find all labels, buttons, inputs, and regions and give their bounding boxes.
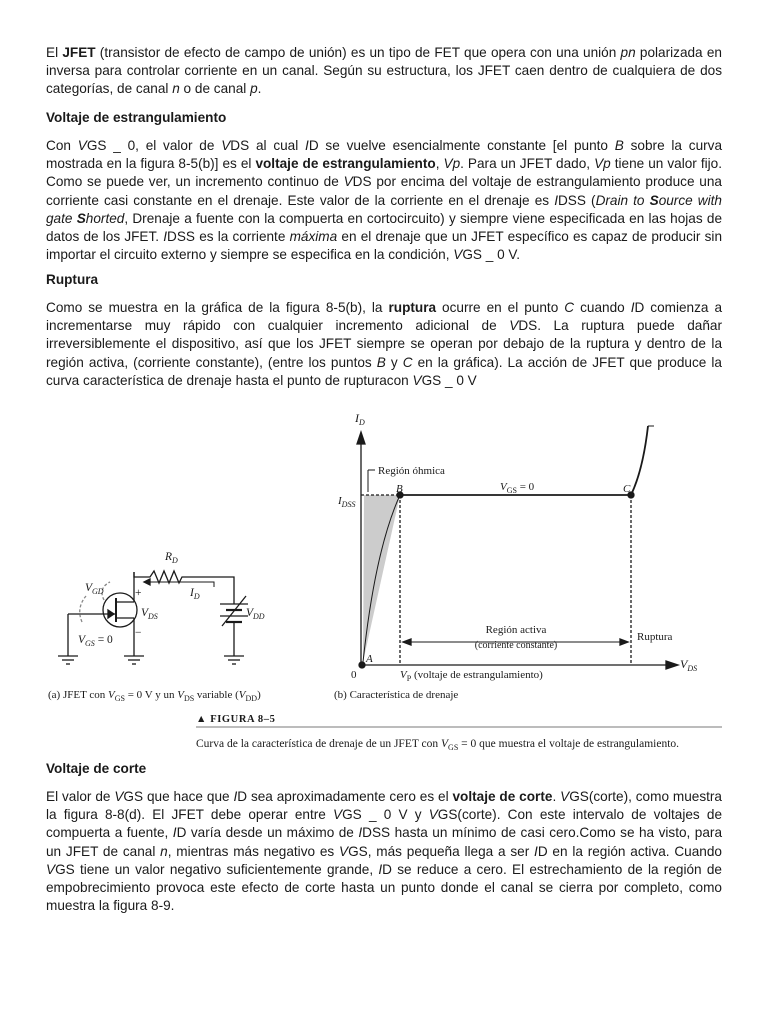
caption-a: (a) JFET con $V_{GS} = 0$ V y un $V_{DS}$ variable $(V_{DD})$: [48, 689, 261, 703]
heading-cutoff: Voltaje de corte: [46, 761, 147, 776]
breakdown-curve: [631, 426, 648, 495]
point-a-label: A: [366, 653, 373, 665]
point-a-marker: [359, 662, 365, 668]
figure-label: ▲ FIGURA 8–5: [196, 714, 276, 725]
plus-sign: +: [135, 587, 142, 599]
ground-symbol-3: [224, 656, 244, 664]
graph-labels: [334, 411, 697, 701]
ohmic-region-label: Región óhmica: [378, 465, 445, 477]
ground-symbol-2: [124, 656, 144, 664]
ohmic-region-fill: [363, 495, 400, 662]
breakdown-paragraph: Como se muestra en la gráfica de la figura 8-5(b), la ruptura ocurre en el punto C cuando ID comienza a incrementarse muy rápido con cualquier incremento adicional de VDS. La ruptura puede dañar irreversiblemente el dispositivo, así que los JFET siempre se operan por debajo de la ruptura y dentro de la región activa, (corriente constante), (entre los puntos B y C en la gráfica). La acción de JFET que produce la curva característica de drenaje hasta el punto de rupturacon VGS _ 0 V: [46, 300, 723, 388]
id-label: $I_D$: [190, 587, 200, 601]
cutoff-paragraph: El valor de VGS que hace que ID sea aproximadamente cero es el voltaje de corte. VGS(corte), como muestra la figura 8-8(d). El JFET debe operar entre VGS _ 0 V y VGS(corte). Con este intervalo de voltajes de compuerta a fuente, ID varía desde un máximo de IDSS hasta un mínimo de casi cero.Como se ha visto, para un JFET de canal n, mientras más negativo es VGS, más pequeña llega a ser ID en la región activa. Cuando VGS tiene un valor negativo suficientemente grande, ID se reduce a cero. El estrechamiento de la región de empobrecimiento provoca este efecto de corte hasta un punto donde el canal se cierra por completo, como muestra la figura 8-9.: [46, 789, 723, 914]
point-c-label: C: [623, 483, 631, 495]
figure-8-5: [0, 400, 768, 760]
heading-breakdown: Ruptura: [46, 272, 99, 287]
rd-label: $R_D$: [165, 551, 178, 565]
origin-label: 0: [351, 669, 357, 681]
idss-label: $I_{DSS}$: [338, 495, 356, 509]
pinch-off-paragraph: Con VGS _ 0, el valor de VDS al cual ID se vuelve esencialmente constante [el punto B sobre la curva mostrada en la figura 8-5(b)] es el voltaje de estrangulamiento, Vp. Para un JFET dado, Vp tiene un valor fijo. Como se puede ver, un incremento continuo de VDS por encima del voltaje de estrangulamiento produce una corriente casi constante en el drenaje. Este valor de la corriente en el drenaje es IDSS (Drain to Source with gate Shorted, Drenaje a fuente con la compuerta en cortocircuito) y siempre viene especificada en las hojas de datos de los JFET. IDSS es la corriente máxima en el drenaje que un JFET específico es capaz de producir sin importar el circuito externo y siempre se especifica en la condición, VGS _ 0 V.: [46, 138, 723, 263]
vgd-label: $V_{GD}$: [85, 582, 104, 596]
caption-b: (b) Característica de drenaje: [334, 689, 459, 701]
figure-caption: Curva de la característica de drenaje de un JFET con $V_{GS} = 0$ que muestra el voltaje de estrangulamiento.: [196, 738, 680, 752]
intro-paragraph: El JFET (transistor de efecto de campo de unión) es un tipo de FET que opera con una unión pn polarizada en inversa para controlar corriente en un canal. Según su estructura, los JFET caen dentro de cualquiera de dos categorías, de canal n o de canal p.: [46, 45, 722, 97]
point-b-label: B: [396, 483, 403, 495]
y-axis-label: $I_D$: [355, 411, 365, 427]
vdd-label: $V_{DD}$: [246, 607, 265, 621]
active-region-label: Región activa: [485, 624, 547, 636]
ground-symbol-1: [58, 656, 78, 664]
x-axis-label: $V_{DS}$: [680, 657, 698, 673]
vp-label: $V_P$ (voltaje de estrangulamiento): [400, 669, 543, 683]
vgs-curve-label: $V_{GS} = 0$: [500, 481, 535, 495]
vds-label: $V_{DS}$: [141, 607, 158, 621]
active-region-sublabel: (corriente constante): [474, 640, 558, 651]
heading-pinch-off: Voltaje de estrangulamiento: [46, 110, 227, 125]
vgs-label: $V_{GS} = 0$: [78, 634, 113, 648]
minus-sign: −: [135, 627, 142, 639]
breakdown-label: Ruptura: [637, 631, 673, 643]
circuit-labels: [48, 551, 265, 703]
